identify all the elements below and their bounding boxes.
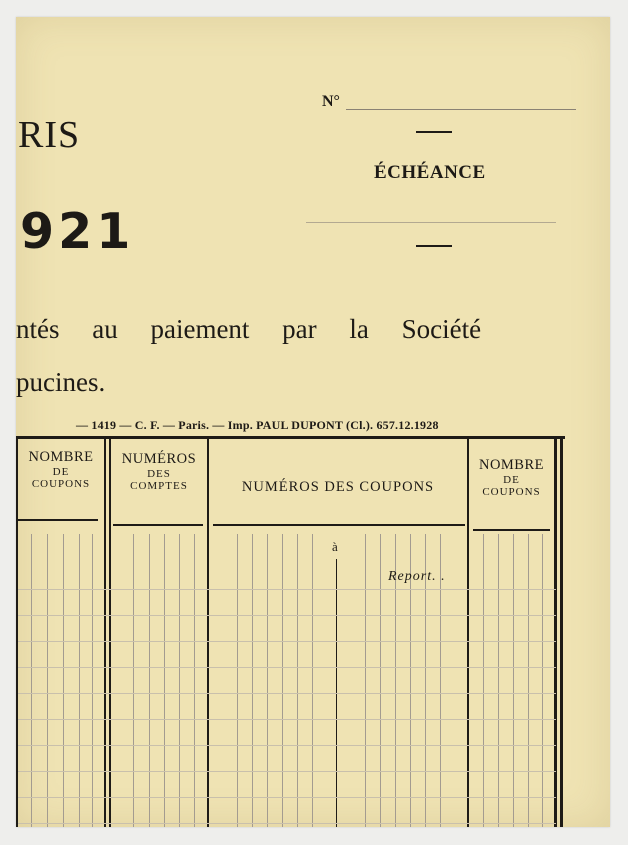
number-label: N° (322, 93, 340, 110)
header-numeros-coupons: NUMÉROS DES COUPONS (241, 479, 435, 495)
intro-line-1: ntés au paiement par la Société (16, 314, 482, 344)
header-underline-3 (473, 529, 550, 531)
dash-rule-bottom (416, 245, 452, 247)
dash-rule-top (416, 131, 452, 133)
echeance-label: ÉCHÉANCE (374, 162, 486, 183)
col-rule-4 (554, 439, 557, 827)
document-page (16, 17, 610, 827)
intro-line-2: pucines. (16, 367, 106, 397)
year-fragment: 921 (20, 203, 135, 260)
header-underline-1 (113, 524, 203, 526)
col-rule-1 (104, 439, 106, 827)
echeance-line (306, 222, 556, 223)
header-numeros-comptes: NUMÉROS DES COMPTES (121, 451, 197, 493)
report-label: Report. . (388, 569, 446, 584)
city-heading-fragment: RIS (18, 114, 81, 156)
col-rule-0 (16, 439, 18, 827)
col-rule-4b (560, 439, 563, 827)
header-nombre-coupons-right: NOMBRE DE COUPONS (478, 457, 545, 499)
col-rule-1b (109, 439, 111, 827)
col-rule-2 (207, 439, 209, 827)
header-underline-0 (18, 519, 98, 521)
header-underline-2 (213, 524, 465, 526)
header-nombre-coupons-left: NOMBRE DE COUPONS (28, 449, 94, 491)
a-label: à (332, 539, 338, 554)
printer-imprint: — 1419 — C. F. — Paris. — Imp. PAUL DUPONT (Cl.). 657.12.1928 (76, 418, 439, 432)
pencil-handwriting (319, 50, 330, 72)
coupon-table (16, 436, 565, 827)
number-line (346, 109, 576, 110)
